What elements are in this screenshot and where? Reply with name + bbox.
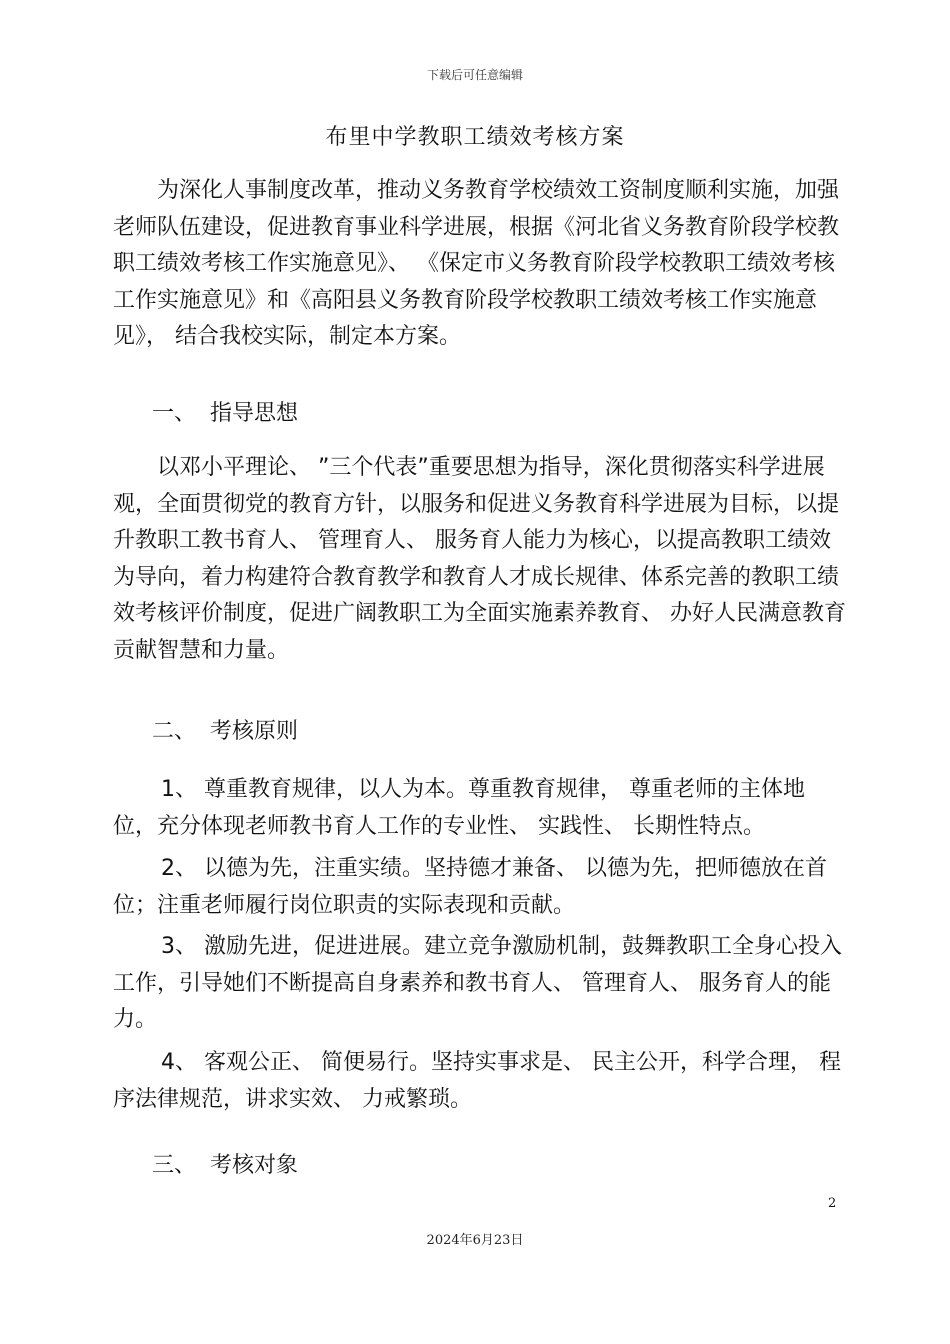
section-number: 二、 [152,719,197,744]
principle-item: 4、 客观公正、 简便易行。坚持实事求是、 民主公开，科学合理， 程序法律规范，讲求实效、 力戒繁琐。 [113,1050,841,1112]
section-number: 一、 [152,401,197,426]
section-title: 指导思想 [210,401,299,426]
principle-item: 1、 尊重教育规律，以人为本。尊重教育规律， 尊重老师的主体地位，充分体现老师教书育人工作的专业性、 实践性、 长期性特点。 [113,777,805,839]
section-title: 考核对象 [210,1153,299,1178]
header-note: 下载后可任意编辑 [426,68,523,82]
intro-paragraph: 为深化人事制度改革，推动义务教育学校绩效工资制度顺利实施，加强老师队伍建设，促进教育事业科学进展，根据《河北省义务教育阶段学校教职工绩效考核工作实施意见》、 《保定市义务教育阶段学校教职工绩效考核工作实施意见》和《高阳县义务教育阶段学校教职工绩效考核工作实施意见》， 结合我校实际，制定本方案。 [113,178,840,349]
document-title: 布里中学教职工绩效考核方案 [325,125,625,150]
section-heading-guiding [152,396,298,427]
section-heading-targets [152,1148,298,1179]
section-number: 三、 [152,1153,197,1178]
guiding-paragraph: 以邓小平理论、 ”三个代表”重要思想为指导，深化贯彻落实科学进展观，全面贯彻党的教育方针，以服务和促进义务教育科学进展为目标，以提升教职工教书育人、 管理育人、 服务育人能力为核心，以提高教职工绩效为导向，着力构建符合教育教学和教育人才成长规律、体系完善的教职工绩效考核评价制度，促进广阔教职工为全面实施素养教育、 办好人民满意教育贡献智慧和力量。 [113,455,846,663]
section-title: 考核原则 [210,719,299,744]
section-heading-principles [152,714,298,745]
principle-item: 2、 以德为先，注重实绩。坚持德才兼备、 以德为先，把师德放在首位；注重老师履行岗位职责的实际表现和贡献。 [113,856,827,918]
principle-item: 3、 激励先进，促进进展。建立竞争激励机制，鼓舞教职工全身心投入工作，引导她们不断提高自身素养和教书育人、 管理育人、 服务育人的能力。 [113,934,842,1032]
footer-date: 2024年6月23日 [426,1233,524,1248]
page-number: 2 [828,1196,837,1211]
